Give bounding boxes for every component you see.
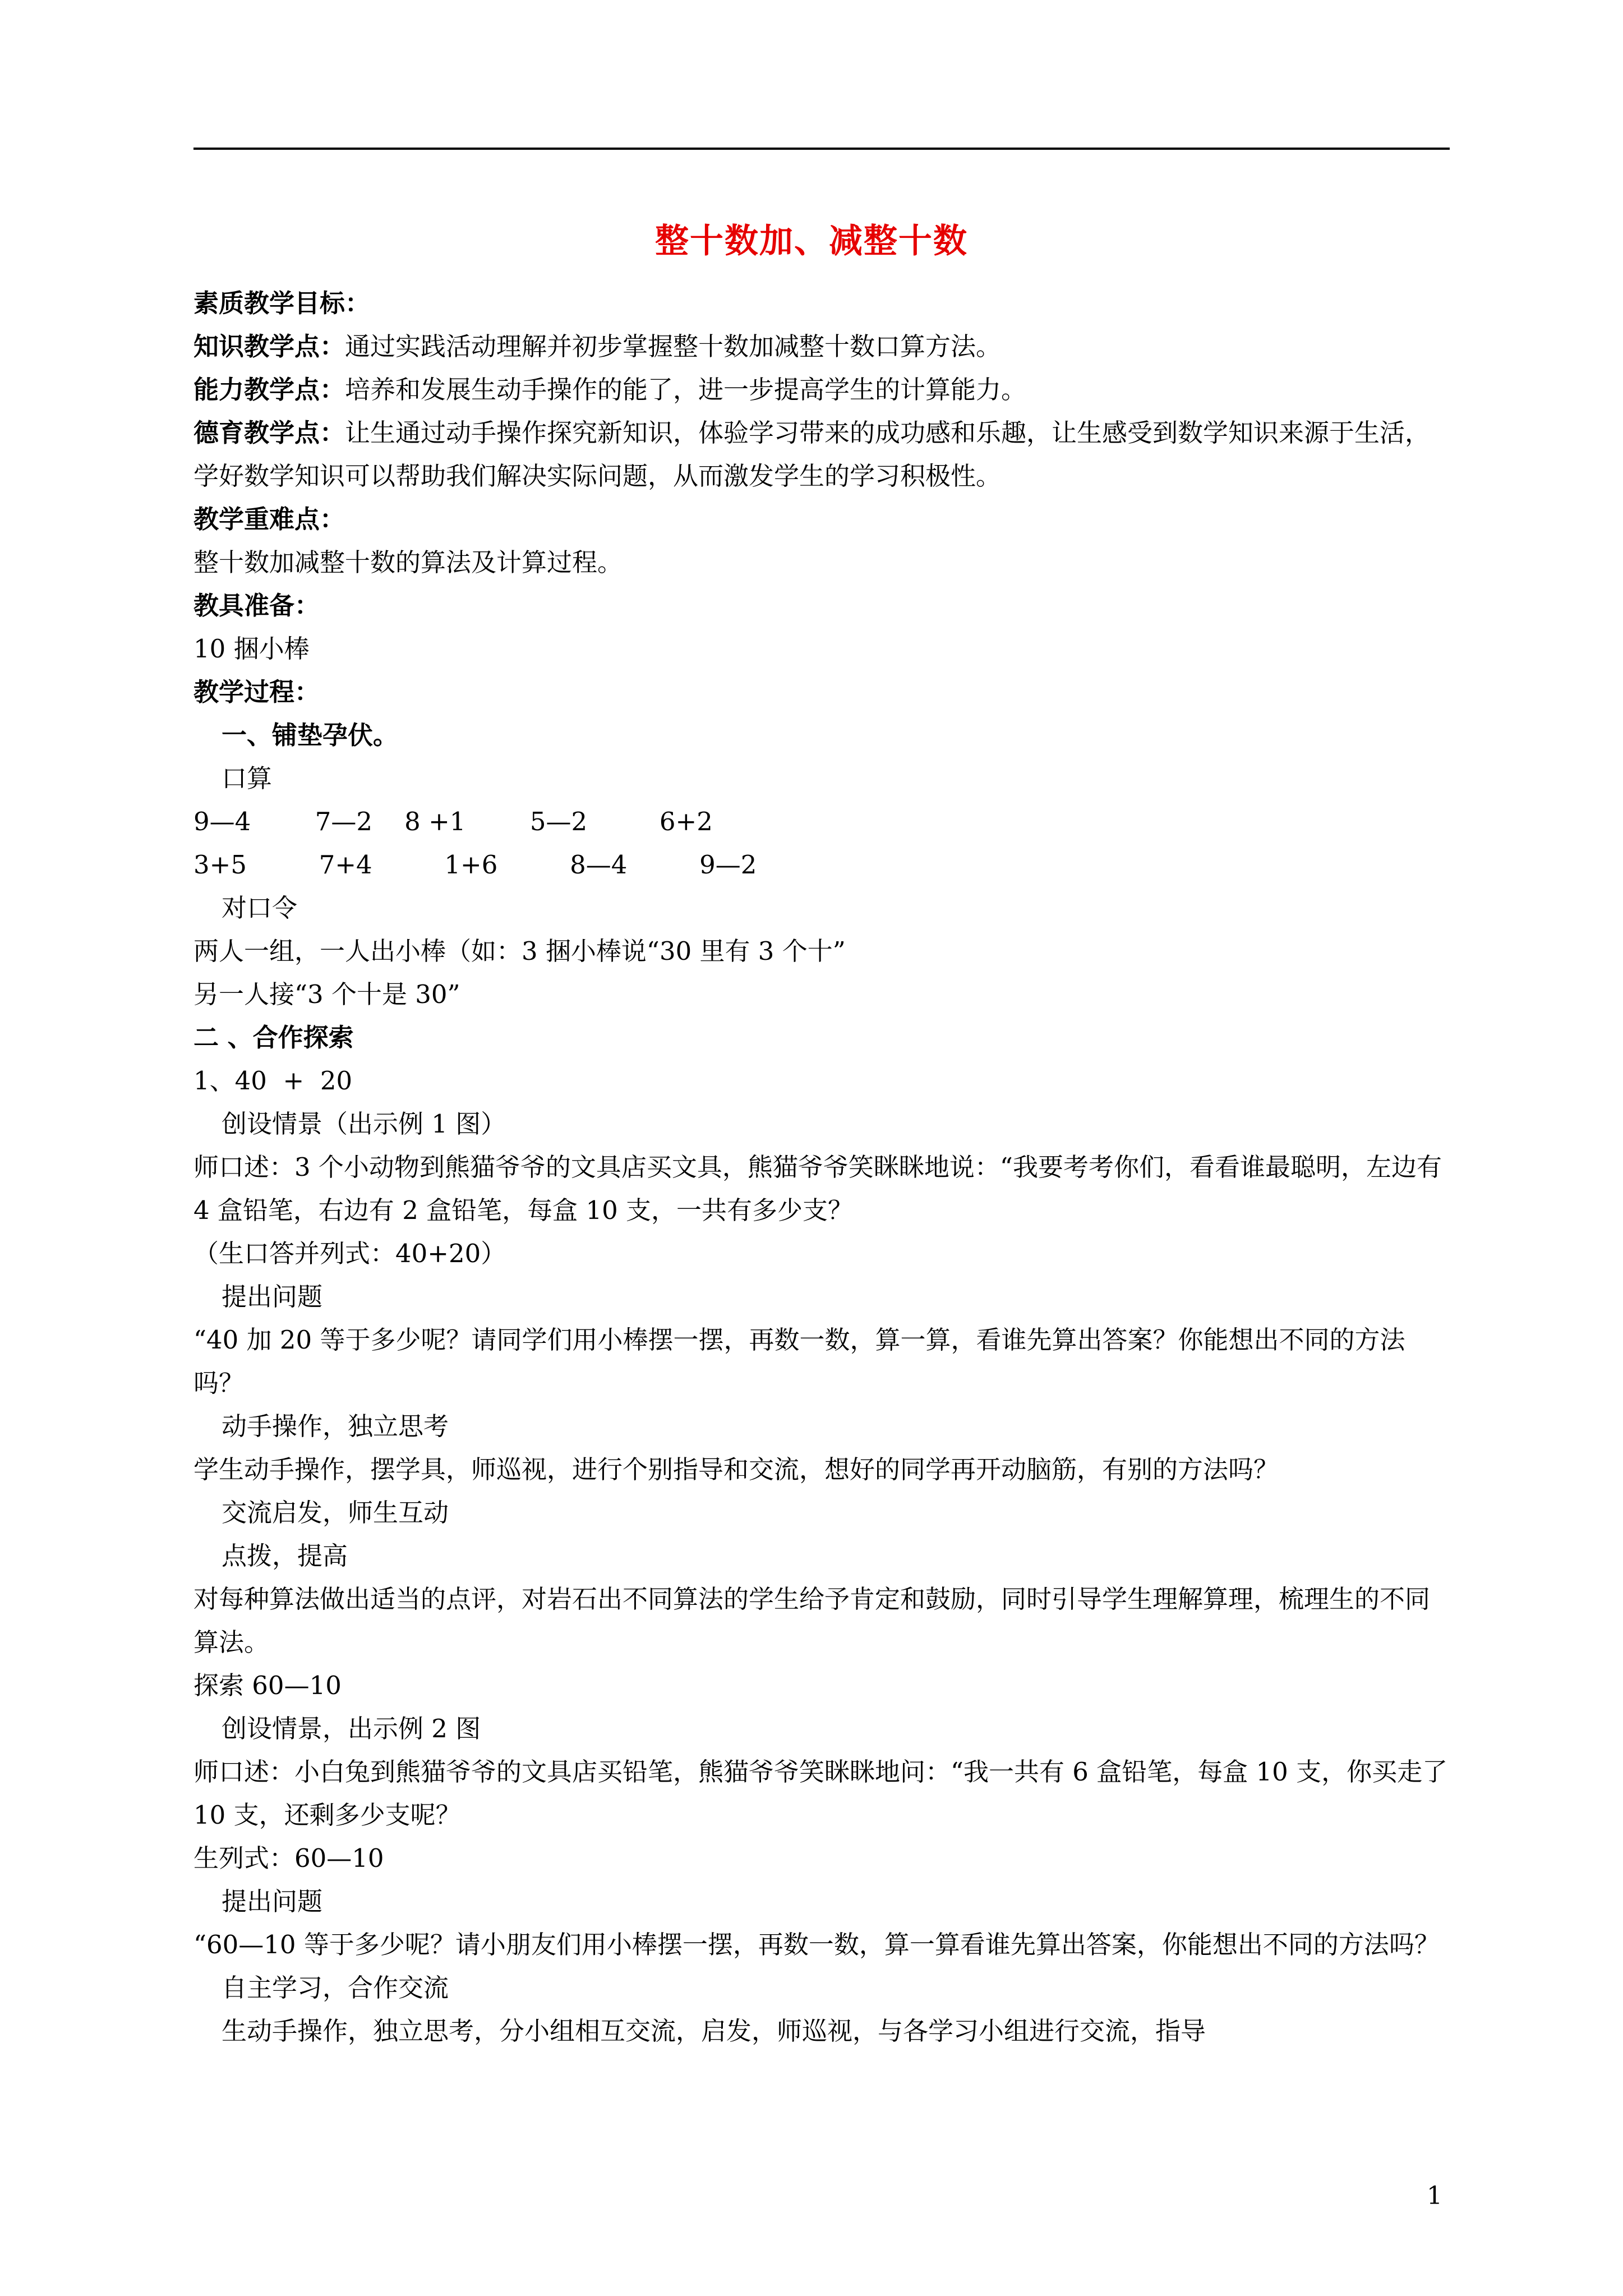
line-text: 素质教学目标： — [193, 288, 371, 318]
body-line — [193, 584, 1453, 627]
line-text: 师口述：小白兔到熊猫爷爷的文具店买铅笔，熊猫爷爷笑眯眯地问：“我一共有 6 盒铅笔，每盒 10 支，你买走了 10 支，还剩多少支呢？ — [193, 1757, 1448, 1830]
body-line — [193, 1966, 1453, 2009]
line-text: 两人一组，一人出小棒（如：3 捆小棒说“30 里有 3 个十” — [193, 936, 846, 966]
line-text: （生口答并列式：40+20） — [193, 1239, 506, 1268]
body-line — [193, 1534, 1453, 1577]
body-line — [193, 1707, 1453, 1750]
body-line — [193, 843, 1453, 886]
line-text: 提出问题 — [222, 1282, 323, 1312]
line-text: 3+5 7+4 1+6 8—4 9—2 — [193, 850, 757, 880]
section-label: 德育教学点： — [193, 418, 345, 448]
body-line — [193, 1750, 1453, 1837]
body-line — [193, 1405, 1453, 1448]
line-text: 探索 60—10 — [193, 1671, 342, 1700]
body-line — [193, 498, 1453, 541]
line-text: 创设情景（出示例 1 图） — [222, 1109, 506, 1139]
line-text: 10 捆小棒 — [193, 634, 310, 664]
line-text: “60—10 等于多少呢？请小朋友们用小棒摆一摆，再数一数，算一算看谁先算出答案，你能想出不同的方法吗？ — [193, 1930, 1440, 1959]
body-line — [193, 2009, 1453, 2053]
line-text: 二 、合作探索 — [193, 1023, 354, 1052]
document-title: 整十数加、减整十数 — [655, 222, 968, 261]
document-body — [193, 282, 1453, 2053]
section-label: 能力教学点： — [193, 375, 345, 404]
line-text: 自主学习，合作交流 — [222, 1973, 449, 2003]
body-line — [193, 714, 1453, 757]
line-text: 对口令 — [222, 893, 298, 923]
line-text: 整十数加减整十数的算法及计算过程。 — [193, 547, 623, 577]
header-rule — [193, 148, 1450, 150]
body-line — [193, 1318, 1453, 1405]
line-text: 学生动手操作，摆学具，师巡视，进行个别指导和交流，想好的同学再开动脑筋，有别的方法吗？ — [193, 1455, 1279, 1484]
body-line — [193, 670, 1453, 714]
body-line — [193, 325, 1453, 368]
body-line — [193, 1577, 1453, 1664]
body-line — [193, 1664, 1453, 1707]
line-text: 口算 — [222, 763, 273, 793]
line-text: 教学过程： — [193, 677, 320, 707]
body-line — [193, 1923, 1453, 1966]
body-line — [193, 1016, 1453, 1059]
body-line — [193, 886, 1453, 930]
line-text: 教具准备： — [193, 591, 320, 620]
line-text: 点拨，提高 — [222, 1541, 348, 1571]
line-text: 9—4 7—2 8 +1 5—2 6+2 — [193, 807, 713, 836]
line-text: 培养和发展生动手操作的能了，进一步提高学生的计算能力。 — [345, 375, 1027, 404]
body-line — [193, 541, 1453, 584]
line-text: 师口述：3 个小动物到熊猫爷爷的文具店买文具，熊猫爷爷笑眯眯地说：“我要考考你们，看看谁最聪明，左边有 4 盒铅笔，右边有 2 盒铅笔，每盒 10 支，一共有多少支？ — [193, 1152, 1442, 1225]
body-line — [193, 1232, 1453, 1275]
line-text: 一、铺垫孕伏。 — [222, 720, 399, 750]
line-text: 动手操作，独立思考 — [222, 1411, 449, 1441]
body-line — [193, 627, 1453, 670]
line-text: 创设情景，出示例 2 图 — [222, 1714, 481, 1743]
body-line — [193, 1059, 1453, 1102]
page-number: 1 — [1427, 2182, 1442, 2210]
line-text: 通过实践活动理解并初步掌握整十数加减整十数口算方法。 — [345, 332, 1002, 361]
body-line — [193, 1880, 1453, 1923]
line-text: 1、40 + 20 — [193, 1066, 353, 1096]
body-line — [193, 1448, 1453, 1491]
body-line — [193, 800, 1453, 843]
body-line — [193, 1275, 1453, 1318]
body-line — [193, 282, 1453, 325]
body-line — [193, 1102, 1453, 1145]
body-line — [193, 1491, 1453, 1534]
line-text: 另一人接“3 个十是 30” — [193, 979, 460, 1009]
line-text: 教学重难点： — [193, 504, 345, 534]
body-line — [193, 973, 1453, 1016]
line-text: 让生通过动手操作探究新知识，体验学习带来的成功感和乐趣，让生感受到数学知识来源于生活，学好数学知识可以帮助我们解决实际问题，从而激发学生的学习积极性。 — [193, 418, 1431, 491]
body-line — [193, 1145, 1453, 1232]
line-text: 对每种算法做出适当的点评，对岩石出不同算法的学生给予肯定和鼓励，同时引导学生理解算理，梳理生的不同算法。 — [193, 1584, 1431, 1657]
line-text: “40 加 20 等于多少呢？请同学们用小棒摆一摆，再数一数，算一算，看谁先算出答案？你能想出不同的方法吗？ — [193, 1325, 1405, 1398]
line-text: 交流启发，师生互动 — [222, 1498, 449, 1527]
body-line — [193, 1837, 1453, 1880]
body-line — [193, 930, 1453, 973]
line-text: 生动手操作，独立思考，分小组相互交流，启发，师巡视，与各学习小组进行交流，指导 — [222, 2016, 1206, 2046]
section-label: 知识教学点： — [193, 332, 345, 361]
line-text: 生列式：60—10 — [193, 1843, 384, 1873]
body-line — [193, 757, 1453, 800]
body-line — [193, 368, 1453, 411]
line-text: 提出问题 — [222, 1887, 323, 1916]
body-line — [193, 411, 1453, 498]
